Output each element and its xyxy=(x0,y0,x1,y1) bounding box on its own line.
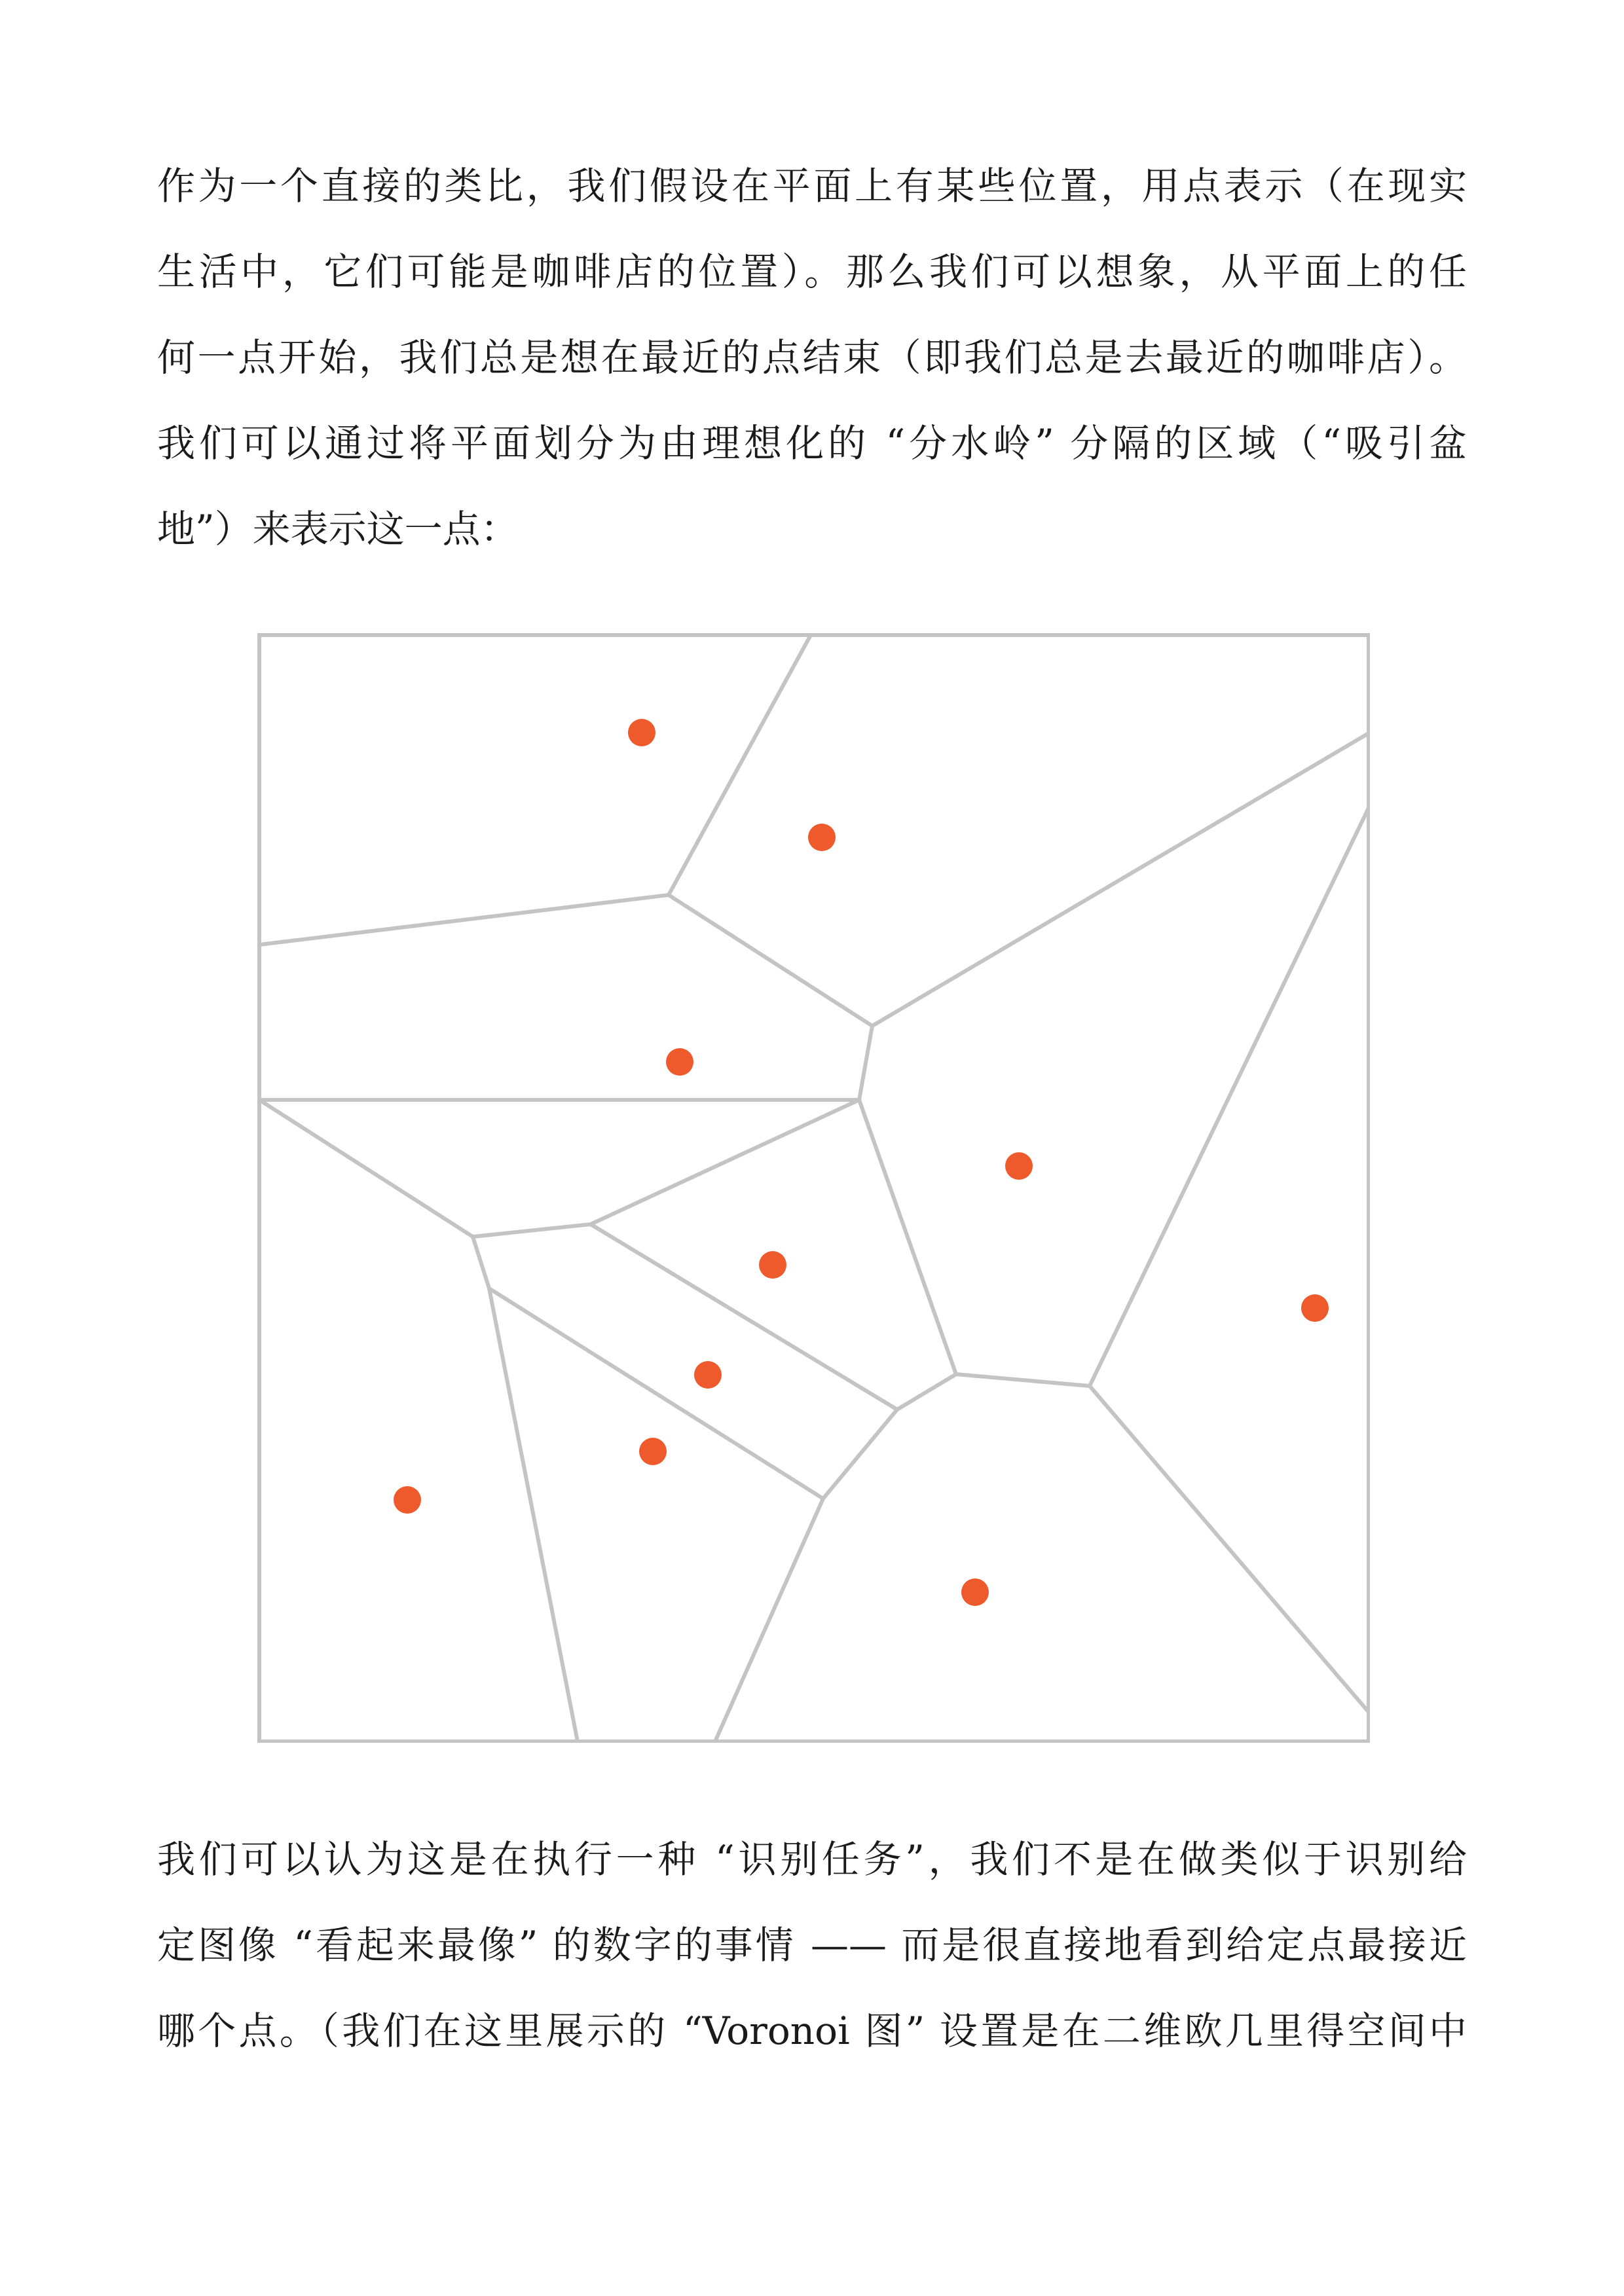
site-point xyxy=(639,1438,667,1465)
text-line: 定图像 “看起来最像” 的数字的事情 —— 而是很直接地看到给定点最接近 xyxy=(157,1923,1467,1967)
site-point xyxy=(628,719,655,746)
text-line: 作为一个直接的类比，我们假设在平面上有某些位置，用点表示（在现实 xyxy=(157,164,1467,208)
text-line: 我们可以认为这是在执行一种 “识别任务”，我们不是在做类似于识别给 xyxy=(157,1837,1467,1882)
site-point xyxy=(666,1048,693,1076)
site-point xyxy=(759,1251,786,1279)
voronoi-svg xyxy=(257,630,1370,1743)
site-point xyxy=(961,1578,989,1606)
paragraph-intro xyxy=(157,143,1467,572)
paragraph-recognition xyxy=(157,1817,1467,2074)
text-line: 何一点开始，我们总是想在最近的点结束（即我们总是去最近的咖啡店）。 xyxy=(157,335,1467,380)
site-point xyxy=(1301,1294,1329,1322)
voronoi-diagram xyxy=(257,630,1370,1743)
site-point xyxy=(808,824,836,851)
site-point xyxy=(1005,1152,1033,1180)
text-line: 我们可以通过将平面划分为由理想化的 “分水岭” 分隔的区域（“吸引盆 xyxy=(157,421,1467,465)
voronoi-border xyxy=(259,635,1369,1741)
site-point xyxy=(694,1361,722,1389)
text-line: 生活中，它们可能是咖啡店的位置）。那么我们可以想象，从平面上的任 xyxy=(157,249,1467,294)
site-point xyxy=(394,1486,421,1514)
text-line: 地”）来表示这一点： xyxy=(157,507,519,551)
text-line: 哪个点。（我们在这里展示的 “Voronoi 图” 设置是在二维欧几里得空间中 xyxy=(157,2009,1467,2053)
